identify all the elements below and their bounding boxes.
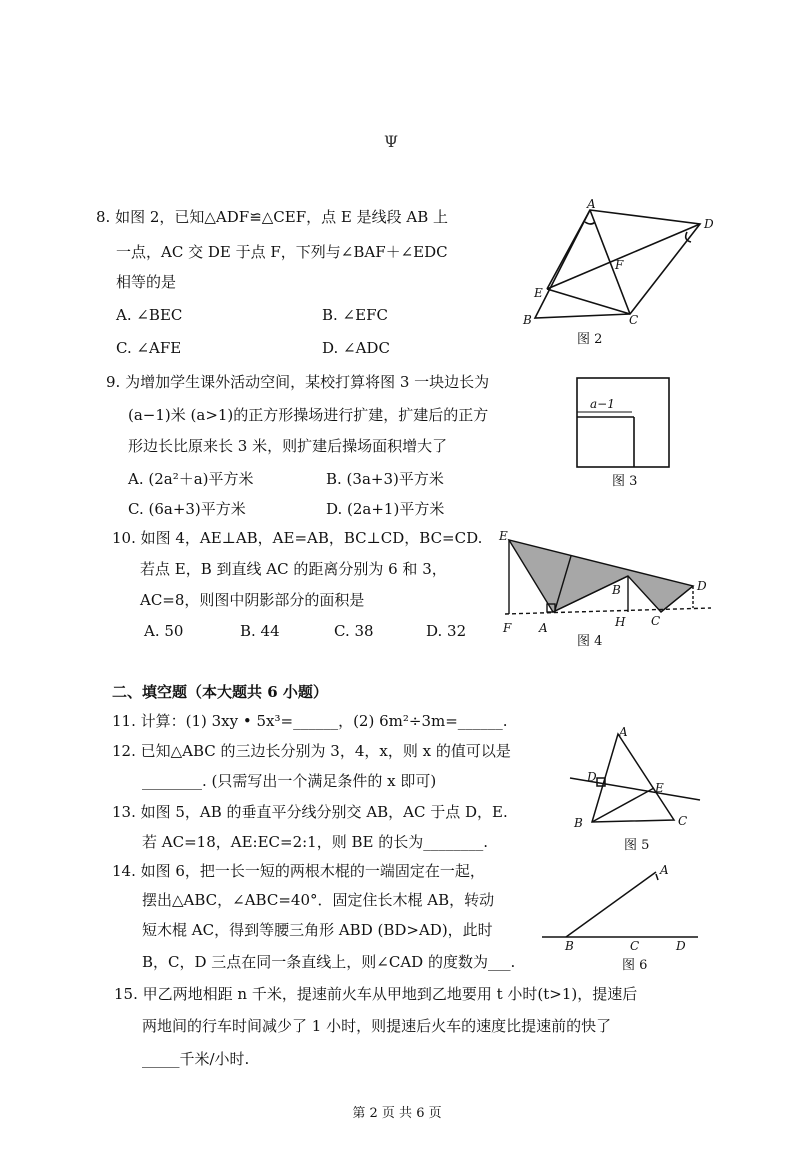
header-mark: Ψ [384,132,399,151]
q9-line3: 形边长比原来长 3 米，则扩建后操场面积增大了 [128,437,448,455]
q14-line1: 14. 如图 6，把一长一短的两根木棍的一端固定在一起， [112,862,485,880]
section-2-heading: 二、填空题（本大题共 6 小题） [112,683,328,701]
q15-line1: 15. 甲乙两地相距 n 千米，提速前火车从甲地到乙地要用 t 小时(t>1)，提速后 [114,985,638,1003]
fig5-label-a: A [619,726,628,739]
q9-option-c: C. (6a+3)平方米 [128,500,246,518]
fig5-caption: 图 5 [624,838,650,853]
fig6-label-b: B [565,939,574,953]
q8-option-b: B. ∠EFC [322,306,388,324]
fig2-label-e: E [534,286,543,300]
q14-line3: 短木棍 AC，得到等腰三角形 ABD (BD>AD)，此时 [142,921,493,939]
q8-option-d: D. ∠ADC [322,339,390,357]
fig6-caption: 图 6 [622,958,648,973]
q10-line3: AC=8，则图中阴影部分的面积是 [140,591,365,609]
fig4-label-d: D [697,579,707,593]
fig5-label-b: B [574,816,583,830]
fig4-caption: 图 4 [577,634,603,649]
figure-2 [505,196,725,346]
q10-option-c: C. 38 [334,622,374,640]
q13-line1: 13. 如图 5，AB 的垂直平分线分别交 AB，AC 于点 D，E. [112,803,508,821]
fig5-label-e: E [655,781,664,795]
q12-line1: 12. 已知△ABC 的三边长分别为 3，4，x，则 x 的值可以是 [112,742,511,760]
fig4-label-a: A [539,621,548,635]
fig2-label-a: A [587,197,596,211]
q9-option-d: D. (2a+1)平方米 [326,500,445,518]
q10-option-d: D. 32 [426,622,467,640]
fig4-label-b: B [612,583,621,597]
fig2-label-f: F [615,258,624,272]
fig3-label: a−1 [590,397,615,411]
figure-6 [538,860,708,955]
figure-5 [560,726,710,834]
figure-4 [495,528,725,638]
fig6-label-a: A [660,863,669,877]
fig6-label-c: C [630,939,640,953]
q10-option-a: A. 50 [144,622,184,640]
q8-line3: 相等的是 [116,273,177,291]
fig4-label-e: E [499,529,508,543]
fig5-label-c: C [678,814,688,828]
q15-line3: _____千米/小时. [142,1050,250,1068]
q8-option-c: C. ∠AFE [116,339,182,357]
q12-line2: ________. (只需写出一个满足条件的 x 即可) [142,772,437,790]
q13-line2: 若 AC=18，AE:EC=2:1，则 BE 的长为________. [142,833,488,851]
q8-option-a: A. ∠BEC [116,306,183,324]
q9-line1: 9. 为增加学生课外活动空间，某校打算将图 3 一块边长为 [106,373,490,391]
q15-line2: 两地间的行车时间减少了 1 小时，则提速后火车的速度比提速前的快了 [142,1017,612,1035]
fig2-caption: 图 2 [577,332,603,347]
fig2-label-c: C [629,313,639,327]
q11-text: 11. 计算：(1) 3xy • 5x³=______，(2) 6m²÷3m=______. [112,712,508,730]
q10-option-b: B. 44 [240,622,280,640]
fig3-caption: 图 3 [612,474,638,489]
q14-line2: 摆出△ABC，∠ABC=40°．固定住长木棍 AB，转动 [142,891,495,909]
figure-3 [570,374,680,474]
fig4-label-f: F [503,621,512,635]
fig5-label-d: D [587,770,597,784]
q9-line2: (a−1)米 (a>1)的正方形操场进行扩建，扩建后的正方 [128,406,489,424]
page-footer: 第 2 页 共 6 页 [352,1106,442,1121]
q10-line1: 10. 如图 4，AE⊥AB，AE=AB，BC⊥CD，BC=CD. [112,529,483,547]
q10-line2: 若点 E，B 到直线 AC 的距离分别为 6 和 3， [140,560,447,578]
q8-line2: 一点，AC 交 DE 于点 F，下列与∠BAF＋∠EDC [116,243,448,261]
fig2-label-b: B [523,313,532,327]
fig4-label-h: H [615,615,626,629]
q9-option-a: A. (2a²＋a)平方米 [128,470,254,488]
q9-option-b: B. (3a+3)平方米 [326,470,444,488]
q14-line4: B，C，D 三点在同一条直线上，则∠CAD 的度数为___. [142,953,516,971]
fig4-label-c: C [651,614,661,628]
fig6-label-d: D [676,939,686,953]
q8-line1: 8. 如图 2，已知△ADF≌△CEF，点 E 是线段 AB 上 [96,208,449,226]
fig2-label-d: D [704,217,714,231]
